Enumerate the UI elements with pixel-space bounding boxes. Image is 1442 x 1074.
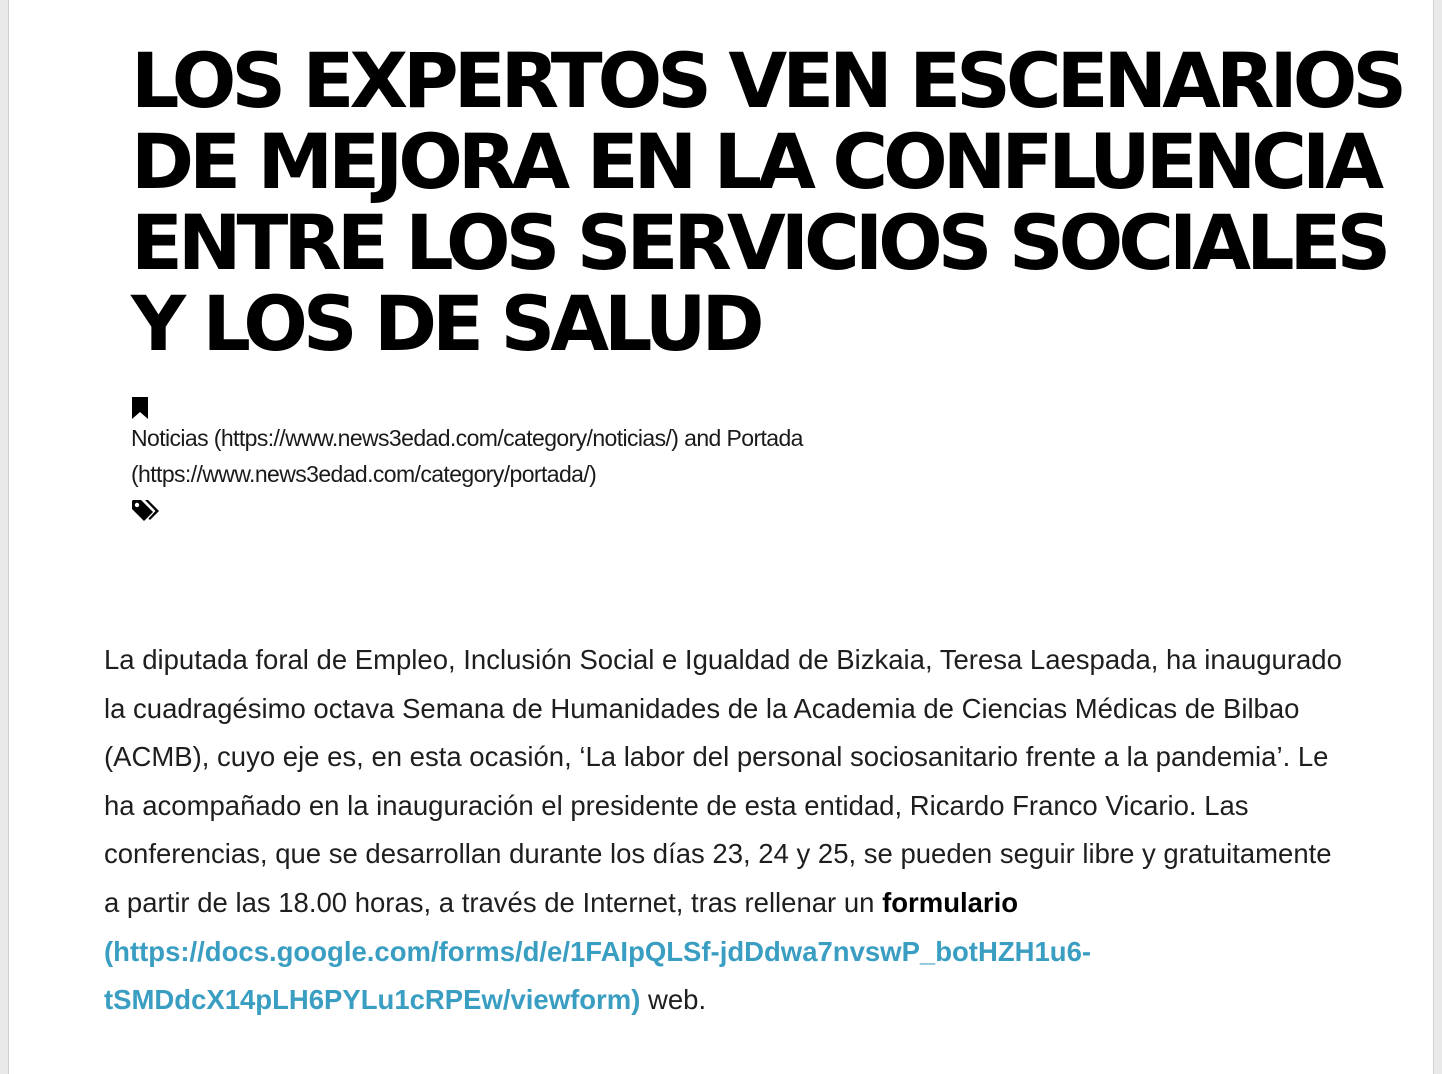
category-line[interactable]: (https://www.news3edad.com/category/portada/) — [131, 461, 597, 487]
category-line[interactable]: Noticias (https://www.news3edad.com/category/noticias/) and Portada — [131, 425, 803, 451]
bold-word: formulario — [882, 886, 1019, 918]
article-page — [8, 0, 1434, 1074]
form-link[interactable]: (https://docs.google.com/forms/d/e/1FAIpQLSf-jdDdwa7nvswP_botHZH1u6-tSMDdcX14pLH6PYLu1cRPEw/viewform) — [104, 935, 1092, 1016]
tags-icon — [131, 498, 161, 522]
article-title — [131, 36, 1403, 368]
body-text: La diputada foral de Empleo, Inclusión Social e Igualdad de Bizkaia, Teresa Laespada, ha inaugurado la cuadragésimo octava Semana de Humanidades de la Academia de Ciencias Médicas de Bilbao (ACMB), cuyo eje es, en esta ocasión, ‘La labor del personal sociosanitario frente a la pandemia’. Le ha acompañado en la inauguración el presidente de esta entidad, Ricardo Franco Vicario. Las conferencias, que se desarrollan durante los días 23, 24 y 25, se pueden seguir libre y gratuitamente a partir de las 18.00 horas, a través de Internet, tras rellenar un — [104, 644, 1342, 918]
title-line: ENTRE LOS SERVICIOS SOCIALES — [131, 198, 1387, 287]
category-links[interactable] — [131, 420, 1031, 492]
bookmark-icon — [131, 396, 149, 420]
trailing-text: web. — [640, 984, 707, 1016]
title-line: DE MEJORA EN LA CONFLUENCIA — [131, 117, 1380, 206]
article-meta — [131, 396, 1031, 522]
article-body — [104, 636, 1354, 1025]
title-line: Y LOS DE SALUD — [131, 279, 760, 368]
title-line: LOS EXPERTOS VEN ESCENARIOS — [131, 36, 1403, 125]
